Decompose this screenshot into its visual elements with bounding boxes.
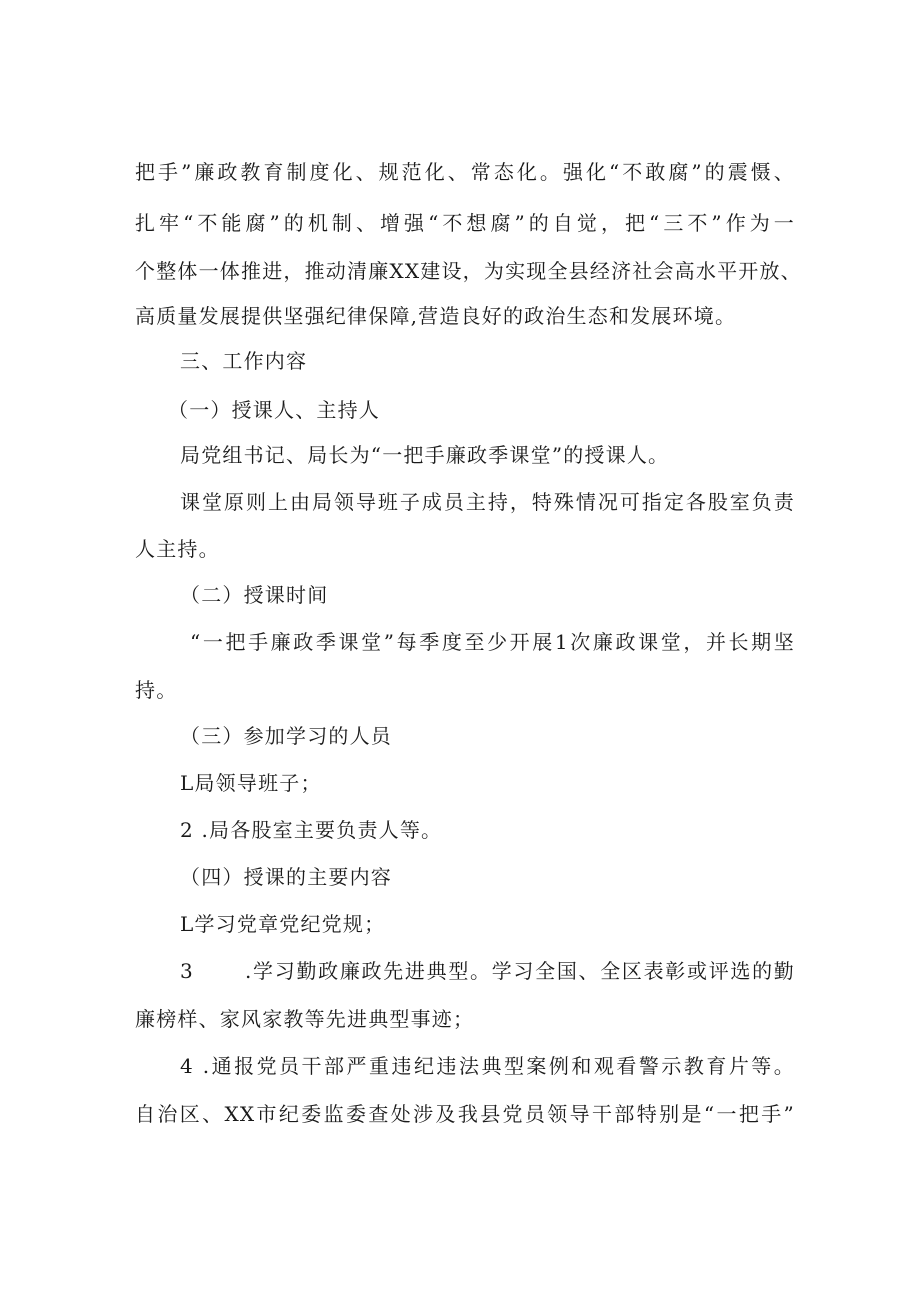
paragraph-line: 持。 [135,678,178,702]
paragraph-line: “一把手廉政季课堂”每季度至少开展1次廉政课堂，并长期坚 [190,630,795,654]
paragraph-line: 人主持。 [135,537,220,561]
paragraph-line: 扎牢“不能腐”的机制、增强“不想腐”的自觉，把“三不”作为一 [135,211,795,235]
subsection-heading: （三）参加学习的人员 [180,724,392,748]
subsection-heading: （一）授课人、主持人 [168,398,380,422]
list-item: 2 .局各股室主要负责人等。 [180,818,443,842]
list-item: L局领导班子； [180,771,322,795]
list-item-continuation: 廉榜样、家风家教等先进典型事迹； [135,1007,475,1031]
paragraph-line: 高质量发展提供坚强纪律保障,营造良好的政治生态和发展环境。 [135,304,737,328]
list-item-continuation: 自治区、XX市纪委监委查处涉及我县党员领导干部特别是“一把手” [135,1102,795,1126]
list-item: 4 .通报党员干部严重违纪违法典型案例和观看警示教育片等。 [180,1054,795,1078]
subsection-heading: （二）授课时间 [180,583,329,607]
list-item: .学习勤政廉政先进典型。学习全国、全区表彰或评选的勤 [245,959,795,983]
paragraph-line: 把手”廉政教育制度化、规范化、常态化。强化“不敢腐”的震慑、 [135,160,795,184]
paragraph-line: 课堂原则上由局领导班子成员主持，特殊情况可指定各股室负责 [180,490,795,514]
section-heading: 三、工作内容 [180,349,308,373]
paragraph-line: 个整体一体推进，推动清廉XX建设，为实现全县经济社会高水平开放、 [135,259,802,283]
paragraph-line: 局党组书记、局长为“一把手廉政季课堂”的授课人。 [180,443,670,467]
list-item-number: 3 [180,959,194,983]
list-item: L学习党章党纪党规； [180,912,386,936]
subsection-heading: （四）授课的主要内容 [180,865,392,889]
